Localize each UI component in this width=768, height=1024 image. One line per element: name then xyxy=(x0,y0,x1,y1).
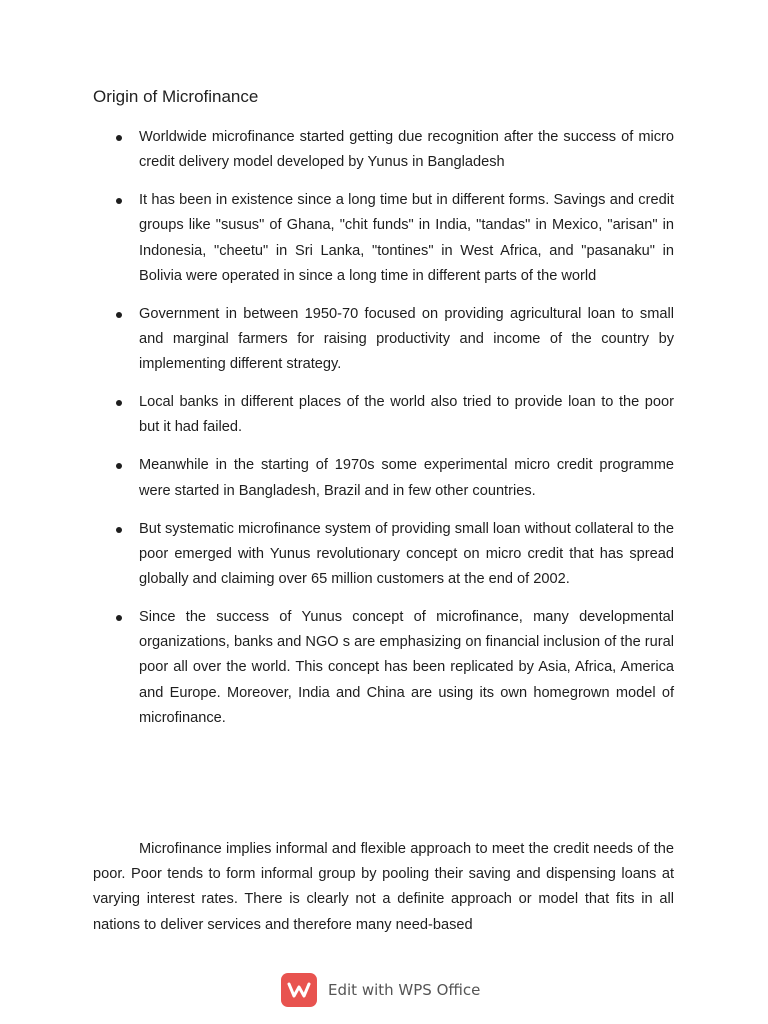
bullet-item xyxy=(93,390,674,440)
bullet-item xyxy=(93,125,674,175)
bullet-list xyxy=(93,125,674,744)
bullet-text: Since the success of Yunus concept of microfinance, many developmental organizations, banks and NGO s are emphasizing on financial inclusion of the rural poor all over the world. This concept has been replicated by Asia, Africa, America and Europe. Moreover, India and China are using its own homegrown model of microfinance. xyxy=(139,609,674,726)
bullet-item xyxy=(93,517,674,593)
bullet-item xyxy=(93,302,674,378)
bullet-text: Meanwhile in the starting of 1970s some experimental micro credit programme were started in Bangladesh, Brazil and in few other countries. xyxy=(139,457,674,499)
bullet-item xyxy=(93,605,674,731)
bullet-dot-icon xyxy=(116,400,122,406)
bullet-text: But systematic microfinance system of providing small loan without collateral to the poor emerged with Yunus revolutionary concept on micro credit that has spread globally and claiming over 65 million customers at the end of 2002. xyxy=(139,520,674,588)
bullet-dot-icon xyxy=(116,198,122,204)
bullet-dot-icon xyxy=(116,615,122,621)
bullet-text: Government in between 1950-70 focused on providing agricultural loan to small and marginal farmers for raising productivity and income of the country by implementing different strategy. xyxy=(139,305,674,373)
edit-with-wps-label: Edit with WPS Office xyxy=(328,981,481,999)
bullet-text: Local banks in different places of the world also tried to provide loan to the poor but it had failed. xyxy=(139,394,674,436)
document-title: Origin of Microfinance xyxy=(93,87,259,106)
bullet-dot-icon xyxy=(116,527,122,533)
bullet-dot-icon xyxy=(116,312,122,318)
edit-with-wps-button[interactable] xyxy=(281,973,480,1007)
bullet-text: It has been in existence since a long time but in different forms. Savings and credit groups like "susus" of Ghana, "chit funds" in India, "tandas" in Mexico, "arisan" in Indonesia, "cheetu" in Sri Lanka, "tontines" in West Africa, and "pasanaku" in Bolivia were operated in since a long time in different parts of the world xyxy=(139,192,674,284)
bullet-item xyxy=(93,453,674,503)
wps-logo-icon xyxy=(281,973,317,1007)
body-paragraph: Microfinance implies informal and flexible approach to meet the credit needs of the poor. Poor tends to form informal group by pooling their saving and dispensing loans at varying interest rates. There is clearly not a definite approach or model that fits in all nations to deliver services and therefore many need-based xyxy=(93,841,674,933)
bullet-dot-icon xyxy=(116,135,122,141)
bullet-item xyxy=(93,188,674,289)
bullet-text: Worldwide microfinance started getting due recognition after the success of micro credit delivery model developed by Yunus in Bangladesh xyxy=(139,129,674,171)
bullet-dot-icon xyxy=(116,463,122,469)
